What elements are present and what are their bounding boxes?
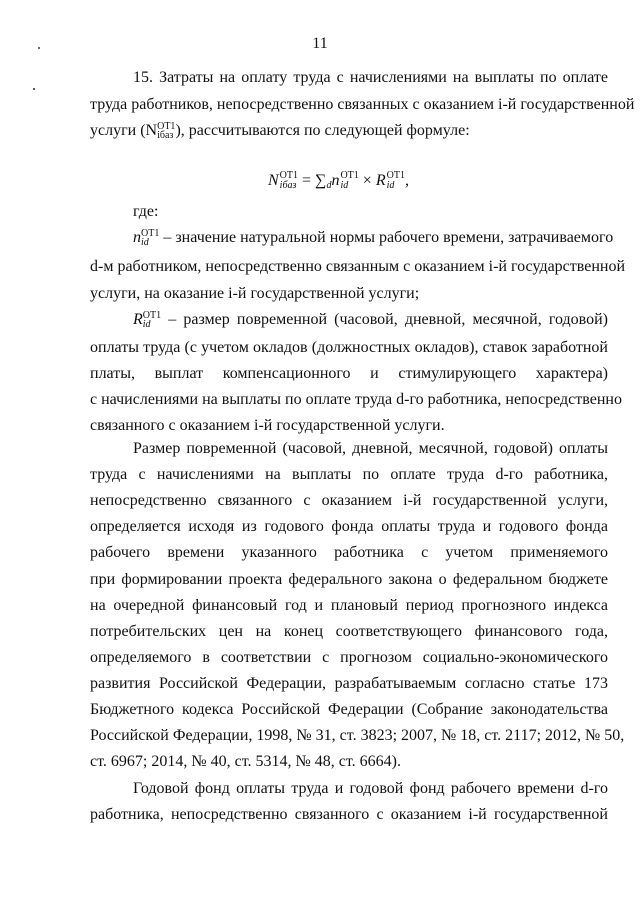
para-size-line-3: непосредственно связанного с оказанием i-й государственной услуги, xyxy=(90,492,608,509)
formula-r-var: R xyxy=(375,172,386,189)
def-n-sup: ОТ1 xyxy=(141,228,160,240)
para-size-line-13: ст. 6967; 2014, № 40, ст. 5314, № 48, ст. 6664). xyxy=(90,753,401,770)
para-size-line-4: определяется исходя из годового фонда оплаты труда и годового фонда xyxy=(90,518,608,535)
para15-sub: iбаз xyxy=(157,130,174,142)
para-size-line-2: труда с начислениями на выплаты по оплате труда d-го работника, xyxy=(90,466,608,483)
def-r-text-1: – размер повременной (часовой, дневной, месячной, годовой) xyxy=(161,311,608,328)
formula-times: × xyxy=(358,172,376,189)
formula-lhs-var: N xyxy=(268,172,279,189)
scan-speck xyxy=(33,88,35,90)
def-n-sub: id xyxy=(141,237,149,249)
def-n-text-1: – значение натуральной нормы рабочего времени, затрачиваемого xyxy=(159,229,614,246)
para-size-line-11: Бюджетного кодекса Российской Федерации (Собрание законодательства xyxy=(90,701,608,718)
para15-line-3-pre: услуги (N xyxy=(90,122,158,139)
def-r-line-5: связанного с оказанием i-й государственной услуги. xyxy=(90,417,445,434)
para15-line-1: 15. Затраты на оплату труда с начислениями на выплаты по оплате xyxy=(133,69,608,86)
formula-n-sup: ОТ1 xyxy=(340,170,359,182)
def-n-var: n xyxy=(133,229,141,246)
def-r-line-4: с начислениями на выплаты по оплате труда d-го работника, непосредственно xyxy=(90,391,622,408)
formula-eq-sum: = ∑ xyxy=(298,172,327,189)
def-r-line-2: оплаты труда (с учетом окладов (должностных окладов), ставок заработной xyxy=(90,339,608,356)
para-fund-line-2: работника, непосредственно связанного с оказанием i-й государственной xyxy=(90,806,608,823)
def-r-sub: id xyxy=(142,319,151,331)
para15-line-3-post: ), рассчитываются по следующей формуле: xyxy=(175,122,470,139)
para-size-line-1: Размер повременной (часовой, дневной, месячной, годовой) оплаты xyxy=(133,440,608,457)
formula-r-sub: id xyxy=(386,180,395,192)
formula xyxy=(268,171,409,193)
where-label: где: xyxy=(133,203,159,220)
para-size-line-12: Российской Федерации, 1998, № 31, ст. 3823; 2007, № 18, ст. 2117; 2012, № 50, xyxy=(90,727,625,744)
para-size-line-10: развития Российской Федерации, разрабатываемым согласно статье 173 xyxy=(90,675,608,692)
def-r-var: R xyxy=(133,311,143,328)
para15-sup: ОТ1 xyxy=(157,121,176,133)
def-n-line-2: d-м работником, непосредственно связанным с оказанием i-й государственной xyxy=(90,258,626,275)
para-size-line-7: на очередной финансовый год и плановый период прогнозного индекса xyxy=(90,597,608,614)
formula-sum-sub: d xyxy=(326,180,332,191)
formula-lhs-sub: iбаз xyxy=(279,180,297,192)
formula-tail: , xyxy=(404,172,409,189)
para15-line-3 xyxy=(90,121,470,141)
para-fund-line-1: Годовой фонд оплаты труда и годовой фонд рабочего времени d-го xyxy=(133,780,608,797)
def-n-line-1 xyxy=(133,228,614,249)
para15-line-2: труда работников, непосредственно связанных с оказанием i-й государственной xyxy=(90,96,635,113)
para-size-line-9: определяемого в соответствии с прогнозом социально-экономического xyxy=(90,649,608,666)
def-n-line-3: услуги, на оказание i-й государственной услуги; xyxy=(90,285,420,302)
def-r-line-3: платы, выплат компенсационного и стимулирующего характера) xyxy=(90,365,608,382)
para-size-line-8: потребительских цен на конец соответствующего финансового года, xyxy=(90,623,608,640)
page-number: 11 xyxy=(312,35,328,52)
formula-lhs-sup: ОТ1 xyxy=(279,170,299,182)
para-size-line-5: рабочего времени указанного работника с учетом применяемого xyxy=(90,544,608,561)
def-r-line-1 xyxy=(133,310,608,330)
formula-r-sup: ОТ1 xyxy=(386,170,405,182)
para-size-line-6: при формировании проекта федерального закона о федеральном бюджете xyxy=(90,571,608,588)
formula-n-sub: id xyxy=(340,180,349,192)
formula-n-var: n xyxy=(331,172,340,189)
def-r-sup: ОТ1 xyxy=(142,310,162,322)
